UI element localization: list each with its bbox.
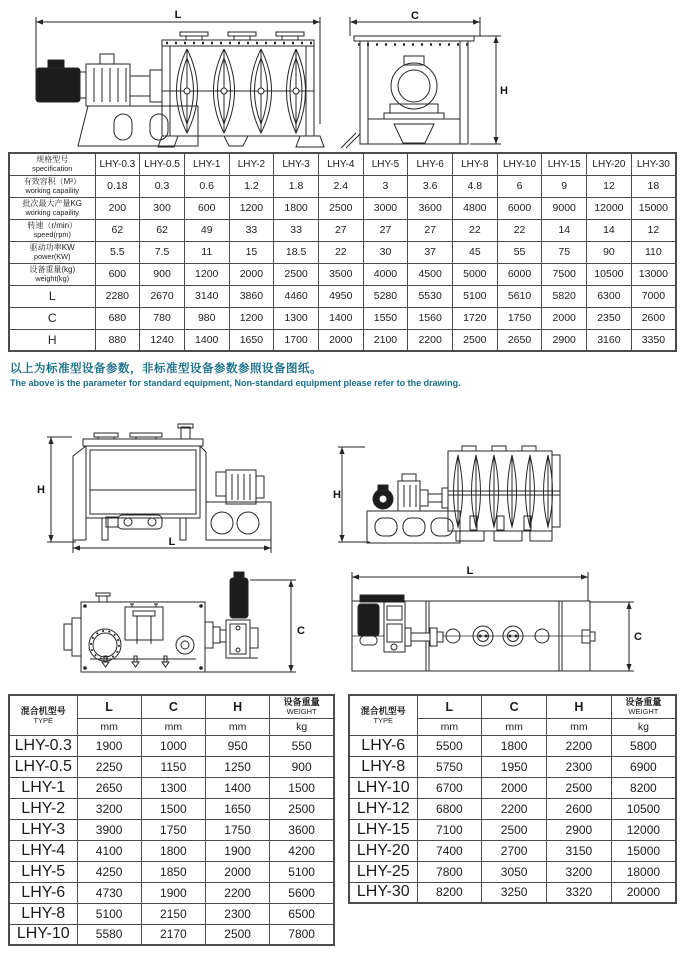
spec-model-header: LHY-1 xyxy=(184,153,229,175)
dim-value-cell: 2600 xyxy=(547,798,612,819)
dim-value-cell: 950 xyxy=(206,735,270,756)
mixer-end-linework xyxy=(341,17,501,148)
spec-value-cell: 1200 xyxy=(229,307,274,329)
dim-value-cell: 6700 xyxy=(417,777,482,798)
dim-column-header: 设备重量 WEIGHT xyxy=(611,695,676,718)
spec-value-cell: 600 xyxy=(184,197,229,219)
dim-value-cell: 4730 xyxy=(77,882,141,903)
dim-type-cell: LHY-8 xyxy=(9,903,77,924)
dim-type-cell: LHY-0.5 xyxy=(9,756,77,777)
dim-value-cell: 20000 xyxy=(611,882,676,903)
motor-icon xyxy=(36,68,80,102)
dim-value-cell: 1500 xyxy=(141,798,205,819)
dim-row xyxy=(9,903,334,924)
spec-value-cell: 0.3 xyxy=(140,175,185,197)
spec-value-cell: 2500 xyxy=(453,329,498,351)
drawing-mixer-front-view xyxy=(10,400,308,568)
footnote-en: The above is the parameter for standard equipment, Non-standard equipment please refer to the drawing. xyxy=(10,378,461,388)
dim-type-cell: LHY-3 xyxy=(9,819,77,840)
spec-value-cell: 680 xyxy=(95,307,140,329)
dim-unit-header: mm xyxy=(141,718,205,735)
spec-value-cell: 3600 xyxy=(408,197,453,219)
spec-value-cell: 33 xyxy=(274,219,319,241)
spec-table xyxy=(8,152,677,352)
dim-value-cell: 12000 xyxy=(611,819,676,840)
spec-value-cell: 2500 xyxy=(274,263,319,285)
drum-front xyxy=(86,446,200,518)
dim-row xyxy=(349,777,676,798)
dim-row xyxy=(9,735,334,756)
motor-icon xyxy=(358,604,379,636)
spec-row-label: 转速（r/min） speed(rpm) xyxy=(9,219,95,241)
dim-value-cell: 7800 xyxy=(417,861,482,882)
spec-value-cell: 3860 xyxy=(229,285,274,307)
dim-label-C: C xyxy=(634,631,642,643)
drawing-mixer-top-view-b xyxy=(342,566,682,692)
spec-model-header: LHY-0.3 xyxy=(95,153,140,175)
dim-value-cell: 4250 xyxy=(77,861,141,882)
spec-value-cell: 780 xyxy=(140,307,185,329)
spec-value-cell: 6 xyxy=(497,175,542,197)
dim-value-cell: 2200 xyxy=(547,735,612,756)
dim-value-cell: 5580 xyxy=(77,924,141,945)
spec-value-cell: 9000 xyxy=(542,197,587,219)
spec-value-cell: 10500 xyxy=(587,263,632,285)
dim-value-cell: 2500 xyxy=(547,777,612,798)
spec-value-cell: 0.6 xyxy=(184,175,229,197)
dim-type-cell: LHY-10 xyxy=(349,777,417,798)
dim-type-cell: LHY-15 xyxy=(349,819,417,840)
dim-value-cell: 10500 xyxy=(611,798,676,819)
vessel-body xyxy=(81,602,205,672)
spec-value-cell: 4800 xyxy=(453,197,498,219)
spec-value-cell: 1200 xyxy=(184,263,229,285)
spec-model-header: LHY-0.5 xyxy=(140,153,185,175)
spec-model-header: LHY-10 xyxy=(497,153,542,175)
spec-value-cell: 62 xyxy=(95,219,140,241)
dim-value-cell: 1900 xyxy=(77,735,141,756)
spec-corner-header: 规格型号 specification xyxy=(9,153,95,175)
spec-value-cell: 6300 xyxy=(587,285,632,307)
dim-row xyxy=(349,861,676,882)
spec-value-cell: 2200 xyxy=(408,329,453,351)
drawing-ribbon-mixer-side-view xyxy=(330,398,575,568)
spec-value-cell: 2650 xyxy=(497,329,542,351)
dim-value-cell: 1300 xyxy=(141,777,205,798)
dim-value-cell: 7100 xyxy=(417,819,482,840)
dim-type-cell: LHY-25 xyxy=(349,861,417,882)
spec-row xyxy=(9,285,676,307)
spec-value-cell: 880 xyxy=(95,329,140,351)
dim-value-cell: 4100 xyxy=(77,840,141,861)
dim-value-cell: 1950 xyxy=(482,756,547,777)
gearbox xyxy=(86,64,130,106)
spec-value-cell: 9 xyxy=(542,175,587,197)
spec-value-cell: 1560 xyxy=(408,307,453,329)
drawing-mixer-top-view-a xyxy=(10,566,342,692)
spec-model-header: LHY-2 xyxy=(229,153,274,175)
dim-value-cell: 1000 xyxy=(141,735,205,756)
dim-unit-header: kg xyxy=(611,718,676,735)
dim-row xyxy=(349,798,676,819)
motor-icon xyxy=(230,578,248,618)
dim-row xyxy=(349,882,676,903)
dim-label-H: H xyxy=(333,489,341,501)
spec-value-cell: 12000 xyxy=(587,197,632,219)
spec-value-cell: 4.8 xyxy=(453,175,498,197)
spec-value-cell: 3.6 xyxy=(408,175,453,197)
dim-value-cell: 5500 xyxy=(417,735,482,756)
dim-value-cell: 1750 xyxy=(206,819,270,840)
dim-row xyxy=(349,735,676,756)
dim-column-header: L xyxy=(77,695,141,718)
dim-type-cell: LHY-2 xyxy=(9,798,77,819)
spec-value-cell: 12 xyxy=(587,175,632,197)
inspection-panel xyxy=(125,607,163,640)
dim-label-H: H xyxy=(37,484,45,496)
dim-row xyxy=(349,819,676,840)
spec-value-cell: 27 xyxy=(318,219,363,241)
dim-unit-header: mm xyxy=(547,718,612,735)
dim-label-C: C xyxy=(297,625,305,637)
side-motor xyxy=(226,470,256,504)
dim-row xyxy=(9,798,334,819)
dim-row xyxy=(9,924,334,945)
spec-value-cell: 2000 xyxy=(318,329,363,351)
dim-value-cell: 2250 xyxy=(77,756,141,777)
spec-value-cell: 22 xyxy=(453,219,498,241)
dim-column-header: C xyxy=(482,695,547,718)
spec-value-cell: 1.8 xyxy=(274,175,319,197)
dim-row xyxy=(9,756,334,777)
dim-value-cell: 2300 xyxy=(206,903,270,924)
spec-row-label: 设备重量(kg) weight(kg) xyxy=(9,263,95,285)
dim-unit-header: mm xyxy=(206,718,270,735)
spec-model-header: LHY-8 xyxy=(453,153,498,175)
dim-value-cell: 8200 xyxy=(417,882,482,903)
spec-value-cell: 33 xyxy=(229,219,274,241)
spec-model-header: LHY-5 xyxy=(363,153,408,175)
dim-type-cell: LHY-30 xyxy=(349,882,417,903)
spec-value-cell: 1650 xyxy=(229,329,274,351)
spec-value-cell: 5610 xyxy=(497,285,542,307)
dim-value-cell: 5750 xyxy=(417,756,482,777)
dim-type-cell: LHY-6 xyxy=(349,735,417,756)
spec-value-cell: 6000 xyxy=(497,197,542,219)
dim-value-cell: 1750 xyxy=(141,819,205,840)
spec-value-cell: 7.5 xyxy=(140,241,185,263)
spec-value-cell: 1750 xyxy=(497,307,542,329)
dim-value-cell: 3320 xyxy=(547,882,612,903)
dim-value-cell: 3250 xyxy=(482,882,547,903)
dim-row xyxy=(9,840,334,861)
spec-row xyxy=(9,175,676,197)
spec-value-cell: 900 xyxy=(140,263,185,285)
spec-model-header: LHY-30 xyxy=(631,153,676,175)
dim-row xyxy=(9,819,334,840)
spec-value-cell: 3350 xyxy=(631,329,676,351)
dim-value-cell: 1900 xyxy=(206,840,270,861)
spec-value-cell: 12 xyxy=(631,219,676,241)
spec-value-cell: 2350 xyxy=(587,307,632,329)
dim-value-cell: 2700 xyxy=(482,840,547,861)
dim-value-cell: 1850 xyxy=(141,861,205,882)
dim-column-header: 设备重量 WEIGHT xyxy=(270,695,334,718)
dim-type-cell: LHY-10 xyxy=(9,924,77,945)
spec-value-cell: 22 xyxy=(318,241,363,263)
spec-value-cell: 3000 xyxy=(363,197,408,219)
dim-value-cell: 6500 xyxy=(270,903,334,924)
spec-row xyxy=(9,197,676,219)
spec-value-cell: 5100 xyxy=(453,285,498,307)
spec-value-cell: 75 xyxy=(542,241,587,263)
dim-column-header: L xyxy=(417,695,482,718)
spec-row xyxy=(9,263,676,285)
spec-value-cell: 5.5 xyxy=(95,241,140,263)
dim-label-L: L xyxy=(168,536,176,548)
dim-value-cell: 2300 xyxy=(547,756,612,777)
spec-value-cell: 4950 xyxy=(318,285,363,307)
spec-value-cell: 1550 xyxy=(363,307,408,329)
spec-value-cell: 200 xyxy=(95,197,140,219)
dim-value-cell: 2170 xyxy=(141,924,205,945)
dim-value-cell: 6900 xyxy=(611,756,676,777)
spec-value-cell: 18 xyxy=(631,175,676,197)
gearbox xyxy=(398,481,420,511)
spec-table-body xyxy=(9,175,676,351)
spec-value-cell: 2500 xyxy=(318,197,363,219)
spec-value-cell: 5530 xyxy=(408,285,453,307)
dim-row xyxy=(9,777,334,798)
spec-value-cell: 7000 xyxy=(631,285,676,307)
spec-row-label: H xyxy=(9,329,95,351)
top-view-a-linework xyxy=(64,572,296,672)
dim-unit-header: kg xyxy=(270,718,334,735)
spec-value-cell: 15 xyxy=(229,241,274,263)
dim-label-H: H xyxy=(500,85,508,97)
dim-type-cell: LHY-12 xyxy=(349,798,417,819)
spec-value-cell: 3160 xyxy=(587,329,632,351)
spec-value-cell: 1200 xyxy=(229,197,274,219)
spec-value-cell: 62 xyxy=(140,219,185,241)
dim-value-cell: 3900 xyxy=(77,819,141,840)
dim-value-cell: 7400 xyxy=(417,840,482,861)
spec-model-header: LHY-20 xyxy=(587,153,632,175)
dim-value-cell: 2650 xyxy=(77,777,141,798)
mixer-side-linework xyxy=(36,17,324,147)
dim-value-cell: 5600 xyxy=(270,882,334,903)
dim-value-cell: 4200 xyxy=(270,840,334,861)
spec-value-cell: 300 xyxy=(140,197,185,219)
dim-value-cell: 550 xyxy=(270,735,334,756)
spec-value-cell: 2100 xyxy=(363,329,408,351)
drawing-mixer-end-view xyxy=(328,6,510,150)
dim-type-cell: LHY-8 xyxy=(349,756,417,777)
spec-value-cell: 27 xyxy=(408,219,453,241)
drawing-plough-mixer-side-view xyxy=(28,6,328,150)
spec-value-cell: 49 xyxy=(184,219,229,241)
dim-label-L: L xyxy=(466,566,474,577)
dim-unit-header: mm xyxy=(77,718,141,735)
spec-value-cell: 2.4 xyxy=(318,175,363,197)
spec-row xyxy=(9,241,676,263)
dim-value-cell: 5800 xyxy=(611,735,676,756)
footnote-zh: 以上为标准型设备参数，非标准型设备参数参照设备图纸。 xyxy=(10,363,322,375)
dim-value-cell: 2000 xyxy=(206,861,270,882)
spec-value-cell: 5000 xyxy=(453,263,498,285)
dim-type-cell: LHY-5 xyxy=(9,861,77,882)
spec-value-cell: 22 xyxy=(497,219,542,241)
spec-value-cell: 2280 xyxy=(95,285,140,307)
dim-row xyxy=(349,756,676,777)
spec-value-cell: 15000 xyxy=(631,197,676,219)
dim-unit-header: mm xyxy=(417,718,482,735)
dim-value-cell: 2150 xyxy=(141,903,205,924)
spec-value-cell: 600 xyxy=(95,263,140,285)
dim-value-cell: 15000 xyxy=(611,840,676,861)
spec-value-cell: 1400 xyxy=(184,329,229,351)
dim-value-cell: 1250 xyxy=(206,756,270,777)
spec-value-cell: 4000 xyxy=(363,263,408,285)
spec-row-label: 驱动功率KW power(KW) xyxy=(9,241,95,263)
spec-table-head xyxy=(9,153,676,175)
footnote xyxy=(10,360,461,388)
dim-value-cell: 2200 xyxy=(482,798,547,819)
spec-row xyxy=(9,329,676,351)
spec-value-cell: 4460 xyxy=(274,285,319,307)
dim-type-cell: LHY-0.3 xyxy=(9,735,77,756)
dimension-table-left xyxy=(8,694,335,946)
spec-value-cell: 55 xyxy=(497,241,542,263)
spec-value-cell: 30 xyxy=(363,241,408,263)
spec-value-cell: 37 xyxy=(408,241,453,263)
spec-row-label: L xyxy=(9,285,95,307)
dim-value-cell: 2500 xyxy=(206,924,270,945)
spec-row-label: 批次最大产量KG working capaility xyxy=(9,197,95,219)
dim-value-cell: 1650 xyxy=(206,798,270,819)
dim-row xyxy=(349,840,676,861)
dim-value-cell: 2200 xyxy=(206,882,270,903)
dim-value-cell: 6800 xyxy=(417,798,482,819)
dim-value-cell: 1400 xyxy=(206,777,270,798)
spec-value-cell: 980 xyxy=(184,307,229,329)
dim-label-L: L xyxy=(174,9,182,21)
spec-value-cell: 11 xyxy=(184,241,229,263)
dim-value-cell: 5100 xyxy=(77,903,141,924)
dim-value-cell: 3150 xyxy=(547,840,612,861)
dim-column-header: H xyxy=(547,695,612,718)
dim-value-cell: 1150 xyxy=(141,756,205,777)
dim-value-cell: 1900 xyxy=(141,882,205,903)
dim-value-cell: 18000 xyxy=(611,861,676,882)
spec-value-cell: 2600 xyxy=(631,307,676,329)
spec-model-header: LHY-6 xyxy=(408,153,453,175)
dim-value-cell: 900 xyxy=(270,756,334,777)
dim-value-cell: 2900 xyxy=(547,819,612,840)
spec-value-cell: 1240 xyxy=(140,329,185,351)
top-view-b-linework xyxy=(352,572,634,671)
dimension-table-right xyxy=(348,694,677,904)
spec-value-cell: 45 xyxy=(453,241,498,263)
spec-value-cell: 2670 xyxy=(140,285,185,307)
spec-value-cell: 1800 xyxy=(274,197,319,219)
dim-label-C: C xyxy=(411,10,419,22)
dim-value-cell: 2500 xyxy=(270,798,334,819)
spec-row-label: 有效容积（M³） working capaility xyxy=(9,175,95,197)
spec-row xyxy=(9,219,676,241)
dim-value-cell: 3200 xyxy=(77,798,141,819)
spec-row-label: C xyxy=(9,307,95,329)
dim-type-header: 混合机型号 TYPE xyxy=(9,695,77,735)
spec-row xyxy=(9,307,676,329)
dim-value-cell: 8200 xyxy=(611,777,676,798)
spec-model-header: LHY-3 xyxy=(274,153,319,175)
spec-value-cell: 2000 xyxy=(229,263,274,285)
dim-value-cell: 2500 xyxy=(482,819,547,840)
spec-value-cell: 1720 xyxy=(453,307,498,329)
spec-value-cell: 27 xyxy=(363,219,408,241)
spec-value-cell: 4500 xyxy=(408,263,453,285)
spec-value-cell: 2900 xyxy=(542,329,587,351)
dim-value-cell: 3200 xyxy=(547,861,612,882)
spec-value-cell: 14 xyxy=(542,219,587,241)
ribbon-side-linework xyxy=(338,446,560,543)
dim-type-header: 混合机型号 TYPE xyxy=(349,695,417,735)
dim-type-cell: LHY-4 xyxy=(9,840,77,861)
spec-value-cell: 0.18 xyxy=(95,175,140,197)
spec-model-header: LHY-4 xyxy=(318,153,363,175)
dim-value-cell: 5100 xyxy=(270,861,334,882)
spec-value-cell: 3 xyxy=(363,175,408,197)
spec-value-cell: 7500 xyxy=(542,263,587,285)
dim-value-cell: 1800 xyxy=(141,840,205,861)
spec-value-cell: 6000 xyxy=(497,263,542,285)
dim-value-cell: 1500 xyxy=(270,777,334,798)
dim-value-cell: 3050 xyxy=(482,861,547,882)
spec-value-cell: 3500 xyxy=(318,263,363,285)
spec-value-cell: 90 xyxy=(587,241,632,263)
spec-model-header: LHY-15 xyxy=(542,153,587,175)
dim-type-cell: LHY-20 xyxy=(349,840,417,861)
dim-column-header: C xyxy=(141,695,205,718)
spec-value-cell: 110 xyxy=(631,241,676,263)
dim-type-cell: LHY-6 xyxy=(9,882,77,903)
spec-value-cell: 1.2 xyxy=(229,175,274,197)
dim-type-cell: LHY-1 xyxy=(9,777,77,798)
mixer-front-linework xyxy=(47,424,271,553)
spec-value-cell: 5280 xyxy=(363,285,408,307)
dim-unit-header: mm xyxy=(482,718,547,735)
spec-value-cell: 3140 xyxy=(184,285,229,307)
dim-row xyxy=(9,861,334,882)
spec-value-cell: 2000 xyxy=(542,307,587,329)
dim-value-cell: 2000 xyxy=(482,777,547,798)
dim-value-cell: 3600 xyxy=(270,819,334,840)
dim-row xyxy=(9,882,334,903)
spec-value-cell: 13000 xyxy=(631,263,676,285)
spec-value-cell: 14 xyxy=(587,219,632,241)
spec-value-cell: 1400 xyxy=(318,307,363,329)
dim-value-cell: 7800 xyxy=(270,924,334,945)
spec-value-cell: 1700 xyxy=(274,329,319,351)
spec-value-cell: 18.5 xyxy=(274,241,319,263)
dim-column-header: H xyxy=(206,695,270,718)
spec-value-cell: 1300 xyxy=(274,307,319,329)
spec-value-cell: 5820 xyxy=(542,285,587,307)
dim-value-cell: 1800 xyxy=(482,735,547,756)
